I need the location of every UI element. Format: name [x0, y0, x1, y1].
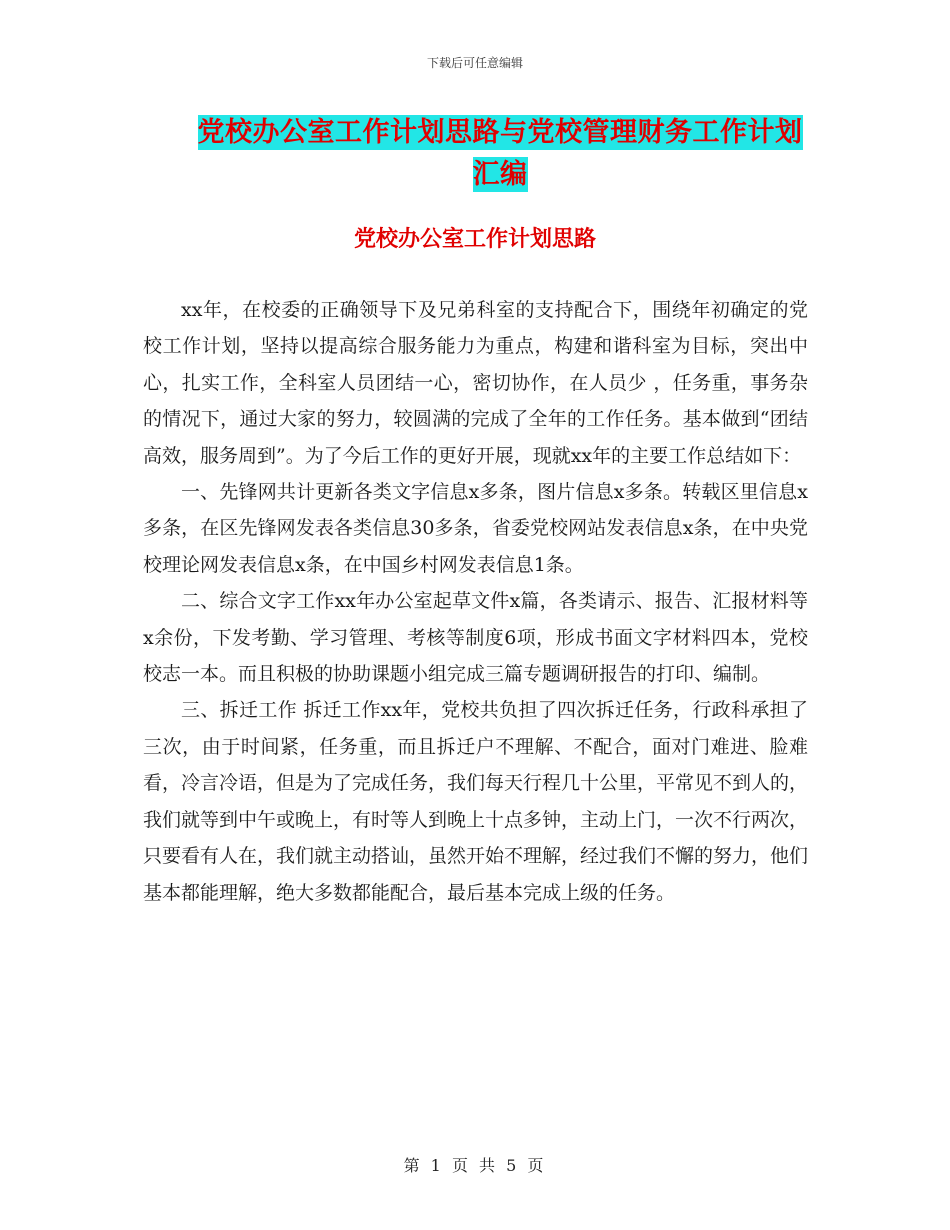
- document-title: [195, 112, 805, 196]
- document-body: [143, 292, 808, 911]
- paragraph-item-1: 一、先锋网共计更新各类文字信息x多条，图片信息x多条。转载区里信息x多条，在区先锋网发表各类信息30多条，省委党校网站发表信息x条，在中央党校理论网发表信息x条，在中国乡村网发表信息1条。: [143, 481, 808, 576]
- page-header-note: 下载后可任意编辑: [426, 56, 523, 70]
- section-title: 党校办公室工作计划思路: [353, 227, 596, 252]
- paragraph-intro: xx年，在校委的正确领导下及兄弟科室的支持配合下，围绕年初确定的党校工作计划，坚持以提高综合服务能力为重点，构建和谐科室为目标，突出中心，扎实工作，全科室人员团结一心，密切协作，在人员少 ，任务重，事务杂的情况下，通过大家的努力，较圆满的完成了全年的工作任务。基本做到“团结高效，服务周到”。为了今后工作的更好开展，现就xx年的主要工作总结如下：: [143, 299, 808, 467]
- paragraph-item-3: 三、拆迁工作 拆迁工作xx年，党校共负担了四次拆迁任务，行政科承担了三次，由于时间紧，任务重，而且拆迁户不理解、不配合，面对门难进、脸难看，冷言冷语，但是为了完成任务，我们每天行程几十公里，平常见不到人的，我们就等到中午或晚上，有时等人到晚上十点多钟，主动上门，一次不行两次，只要看有人在，我们就主动搭讪，虽然开始不理解，经过我们不懈的努力，他们基本都能理解，绝大多数都能配合，最后基本完成上级的任务。: [143, 699, 809, 904]
- paragraph-item-2: 二、综合文字工作xx年办公室起草文件x篇，各类请示、报告、汇报材料等x余份，下发考勤、学习管理、考核等制度6项，形成书面文字材料四本，党校校志一本。而且积极的协助课题小组完成三篇专题调研报告的打印、编制。: [143, 590, 808, 686]
- page-footer: 第 1 页 共 5 页: [403, 1156, 547, 1175]
- document-title-text: 党校办公室工作计划思路与党校管理财务工作计划汇编: [197, 117, 803, 190]
